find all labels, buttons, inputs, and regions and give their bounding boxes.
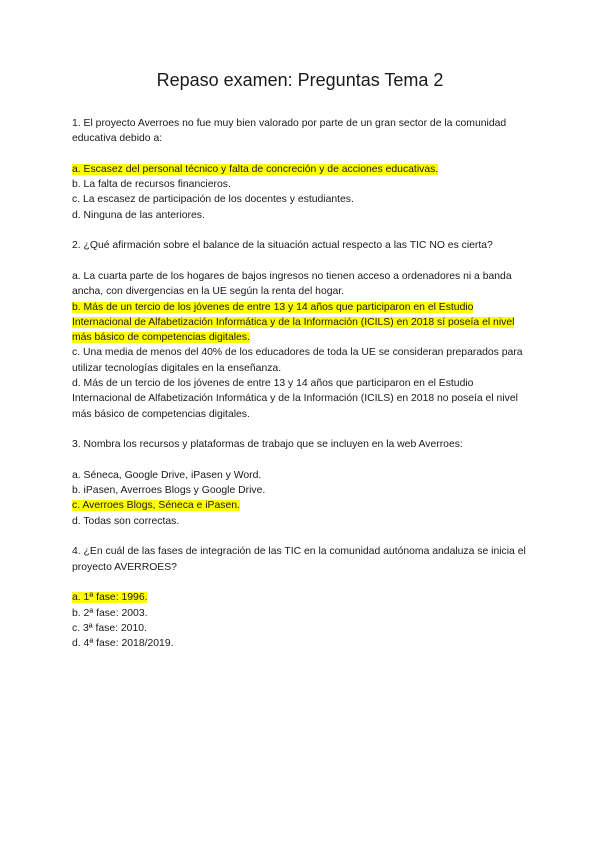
question-1-option-c: c. La escasez de participación de los docentes y estudiantes. [72, 194, 354, 206]
question-1-text: 1. El proyecto Averroes no fue muy bien valorado por parte de un gran sector de la comunidad educativa debido a: [72, 118, 507, 145]
highlighted-answer: c. Averroes Blogs, Séneca e iPasen. [72, 500, 240, 512]
question-2-options [72, 269, 530, 422]
question-1-option-b: b. La falta de recursos financieros. [72, 179, 231, 191]
question-1-options [72, 162, 530, 223]
question-4-option-c: c. 3ª fase: 2010. [72, 622, 147, 634]
question-2-option-d: d. Más de un tercio de los jóvenes de entre 13 y 14 años que participaron en el Estudio Internacional de Alfabetización Informática y de la Información (ICILS) en 2018 no poseía el nivel más básico de competencias digitales. [72, 378, 518, 420]
question-4-options [72, 590, 530, 651]
question-4-option-b: b. 2ª fase: 2003. [72, 607, 148, 619]
question-4-option-a [72, 590, 530, 605]
page-title: Repaso examen: Preguntas Tema 2 [156, 70, 444, 90]
question-2-text: 2. ¿Qué afirmación sobre el balance de la situación actual respecto a las TIC NO es cierta? [72, 240, 493, 252]
question-3-option-c [72, 498, 530, 513]
question-2-option-c: c. Una media de menos del 40% de los educadores de toda la UE se consideran preparados para utilizar tecnologías digitales en la enseñanza. [72, 347, 523, 374]
question-3-text: 3. Nombra los recursos y plataformas de trabajo que se incluyen en la web Averroes: [72, 439, 463, 451]
question-2-option-a: a. La cuarta parte de los hogares de bajos ingresos no tienen acceso a ordenadores ni a banda ancha, con divergencias en la UE según la renta del hogar. [72, 270, 512, 298]
question-1-option-d: d. Ninguna de las anteriores. [72, 209, 205, 221]
questions-body [72, 116, 530, 667]
highlighted-answer: a. Escasez del personal técnico y falta de concreción y de acciones educativas. [72, 163, 439, 175]
question-3-option-b: b. iPasen, Averroes Blogs y Google Drive. [72, 485, 266, 497]
highlighted-answer: b. Más de un tercio de los jóvenes de entre 13 y 14 años que participaron en el Estudio Internacional de Alfabetización Informática y de la Información (ICILS) en 2018 sí poseía el nivel más básico de competencias digitales. [72, 301, 515, 344]
question-4-text: 4. ¿En cuál de las fases de integración de las TIC en la comunidad autónoma andaluza se inicia el proyecto AVERROES? [72, 546, 526, 573]
question-3-option-d: d. Todas son correctas. [72, 515, 180, 527]
question-3-options [72, 468, 530, 529]
question-1-option-a [72, 162, 530, 177]
question-3-option-a: a. Séneca, Google Drive, iPasen y Word. [72, 469, 262, 481]
question-4-option-d: d. 4ª fase: 2018/2019. [72, 638, 174, 650]
question-2-option-b [72, 300, 530, 346]
highlighted-answer: a. 1ª fase: 1996. [72, 592, 148, 604]
